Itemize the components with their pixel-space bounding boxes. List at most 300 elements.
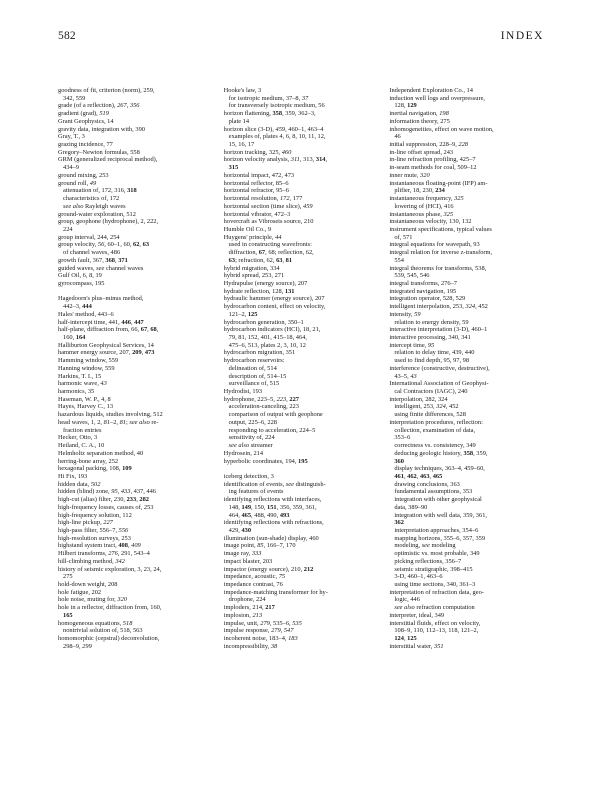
index-entry-line [58,504,215,512]
bold-page-ref: 360 [394,457,404,465]
entry-text: in-seam methods for coal, 509–12 [389,164,477,172]
entry-text: drawing conclusions, 363 [394,480,460,488]
index-entry-line [58,265,215,273]
entry-text: horizon slice (3-D), [223,125,276,133]
entry-text: impactor (energy source), 210, [223,565,304,573]
bold-page-ref: 408 [118,542,128,550]
entry-text: instantaneous floating-point (IFP) am- [389,179,488,187]
index-entry-line [58,118,215,126]
entry-text: picking reflections, 356–7 [394,557,462,565]
entry-text: group velocity, [58,241,98,249]
entry-text: hidden data, [58,480,91,488]
index-subentry-line [389,473,546,481]
entry-text: horizontal section (time slice), [223,202,303,210]
index-entry-line [58,156,215,164]
entry-text: , [156,326,159,334]
entry-text: used to find depth, 95, 97, 98 [394,357,470,365]
entry-text: incompressibility, [223,642,271,650]
entry-text: , [280,627,284,635]
italic-text: 228 [458,141,468,149]
entry-text: nontrivial solution of, 518, 563 [63,627,143,635]
bold-page-ref: 209 [132,349,142,357]
bold-page-ref: 368 [105,256,115,264]
index-subentry-line [224,512,381,520]
entry-text: initial suppression, 228–9, [389,141,459,149]
index-entry-line [58,519,215,527]
index-entry-line [224,265,381,273]
index-subentry-line [224,596,381,604]
entry-text: cal Contractors (IAGC), 240 [394,388,468,396]
entry-text: imploders, 214, [223,604,266,612]
index-entry-line [224,203,381,211]
index-subentry-line [58,427,215,435]
entry-text: hydrocarbon indicators (HCI), 18, 21, [223,326,321,334]
entry-text: group, geophone (hydrophone), 2, 222, [58,218,159,226]
index-entry-line [58,172,215,180]
index-entry-line [389,265,546,273]
entry-text: half-plane, diffraction from, 66, [58,326,141,334]
bold-page-ref: 195 [298,457,308,465]
bold-page-ref: 67 [258,249,266,257]
section-gap [58,288,215,296]
index-entry-line [389,334,546,342]
entry-text: Gray, T., 3 [58,133,85,141]
index-subentry-line [58,643,215,651]
italic-text: 172 [279,195,290,203]
entry-text: streamer [249,442,273,450]
italic-text: 460 [281,148,292,156]
entry-text: , 460–1, 463–4 [285,125,324,133]
index-entry-line [58,373,215,381]
index-entry-line [389,218,546,226]
entry-text: , 356, 359, 361, [276,503,317,511]
entry-text: , 359, [473,449,488,457]
entry-text: GRM (generalized reciprocal method), [58,156,158,164]
entry-text: attenuation of, 172, 316, [63,187,128,195]
entry-text: 475–6, 513, plates 2, 3, 10, 12 [228,341,306,349]
index-entry-line [224,550,381,558]
entry-text: , 150, [251,503,268,511]
index-entry-line [224,481,381,489]
index-subentry-line [389,465,546,473]
entry-text: Gregory–Newton formulas, 558 [58,148,140,156]
index-entry-line [389,164,546,172]
entry-text: 46 [394,133,401,141]
index-entry-line [224,496,381,504]
entry-text: Hi Fix, 193 [58,472,88,480]
entry-text: integrated navigation, 195 [389,287,457,295]
entry-text: output, 225–6, 228 [228,418,277,426]
index-entry-line [224,288,381,296]
index-column-left [58,87,215,782]
index-entry-line [58,566,215,574]
index-entry-line [389,249,546,257]
entry-text: for isotropic medium, 37–8, [228,94,302,102]
bold-page-ref: 125 [247,310,258,318]
entry-text: high-line pickup, [58,519,104,527]
entry-text: Heiland, C. A., 10 [58,442,105,450]
index-entry-line [224,218,381,226]
index-entry-line [58,604,215,612]
index-entry-line [224,519,381,527]
index-entry-line [224,87,381,95]
entry-text: 554 [394,256,404,264]
index-subentry-line [224,241,381,249]
bold-page-ref: 63 [276,256,283,264]
index-entry-line [58,280,215,288]
bold-page-ref: 124 [394,635,404,643]
entry-text: harmonic wave, [58,380,101,388]
index-entry-line [58,180,215,188]
entry-text: Hydrodist, 193 [223,388,263,396]
entry-text: high-pass filter, 556–7, [58,526,119,534]
index-entry-line [389,180,546,188]
index-entry-line [224,643,381,651]
index-subentry-line [389,319,546,327]
italic-text: see also [394,604,415,612]
entry-text: information theory, 275 [389,117,450,125]
entry-text: Hanning window, 559 [58,364,115,372]
entry-text: hydrocarbon generation, 350–1 [223,318,304,326]
index-subentry-line [224,442,381,450]
entry-text: Harkins, T. I., 15 [58,372,102,380]
index-subentry-line [58,573,215,581]
italic-text: 325 [454,195,464,203]
index-entry-line [224,110,381,118]
index-subentry-line [224,373,381,381]
entry-text: hold-down weight, 208 [58,581,118,588]
entry-text: horizontal reflector, 85–6 [223,179,289,187]
italic-text: 85 [257,542,264,550]
entry-text: 442–3, [63,303,83,311]
entry-text: , [126,102,130,110]
entry-text: in-line offset spread, 243 [389,148,454,156]
index-subentry-line [58,612,215,620]
index-entry-line [224,326,381,334]
entry-text: 15, 16, 17 [228,141,255,149]
entry-text: ; [125,418,130,426]
italic-text: 227 [103,519,113,527]
index-entry-line [224,195,381,203]
entry-text: Hayes, Harvey C., 13 [58,403,114,411]
entry-text: , [139,241,143,249]
index-entry-line [389,149,546,157]
italic-text: 279 [271,627,281,635]
italic-text: 433 [120,488,131,496]
entry-text: Haseman, W. P., 4, 8 [58,395,111,403]
index-entry-line [224,295,381,303]
italic-text: 311 [290,156,300,164]
index-entry-line [58,411,215,419]
entry-text: incoherent noise, 183–4, [223,635,289,643]
index-subentry-line [389,349,546,357]
italic-text: 333 [251,550,262,558]
bold-page-ref: 233 [126,496,137,504]
index-subentry-line [58,187,215,195]
entry-text: plate 14 [228,117,250,125]
entry-text: description of, 514–15 [228,372,287,380]
bold-page-ref: 164 [75,334,86,341]
index-entry-line [58,149,215,157]
index-entry-line [58,357,215,365]
entry-text: correctness vs. consistency, 349 [394,442,476,450]
index-entry-line [224,280,381,288]
entry-text: , 166–7, 170 [263,542,296,550]
index-subentry-line [224,257,381,265]
entry-text: group interval, 244, 254 [58,233,120,241]
entry-text: used in constructing wavefronts: [228,241,312,249]
italic-text: see [285,480,294,488]
index-entry-line [58,512,215,520]
entry-text: induction well logs and overpressure, [389,94,486,102]
entry-text: data, 389–90 [394,503,428,511]
entry-text: , 359, 362–3, [282,110,316,118]
index-entry-line [389,126,546,134]
entry-text: 429, [228,526,242,534]
index-column-middle [224,87,381,782]
italic-text: see [421,542,430,550]
entry-text: hydraulic hammer (energy source), 207 [223,295,325,303]
entry-text: logic, 446 [394,596,420,604]
index-entry-line [58,295,215,303]
index-entry-line [58,211,215,219]
entry-text: , [403,635,408,643]
italic-text: 342 [115,557,125,565]
entry-text: high-frequency solution, 112 [58,511,132,519]
italic-text: 49 [89,179,97,187]
entry-text: of channel waves, 486 [63,249,121,257]
entry-text: hydrophone, 223–5, [223,395,277,403]
bold-page-ref: 465 [432,472,443,480]
index-entry-line [58,403,215,411]
index-entry-line [389,118,546,126]
entry-text: hammer energy source, 207, [58,349,133,357]
index-entry-line [389,110,546,118]
entry-text: high-resolution surveys, 253 [58,534,131,542]
entry-text: distinguish- [293,480,326,488]
entry-text: intelligent interpolation, 253, [389,303,466,311]
entry-text: sensitivity of, 224 [228,434,275,442]
index-subentry-line [58,203,215,211]
entry-text: , [286,395,290,403]
entry-text: 224 [63,225,73,233]
index-entry-line [389,303,546,311]
index-entry-line [58,442,215,450]
index-entry-line [58,234,215,242]
index-entry-line [58,542,215,550]
entry-text: 148, [228,503,242,511]
entry-text: hydrocarbon migration, 351 [223,349,296,357]
index-subentry-line [58,226,215,234]
italic-text: 547 [283,627,294,635]
italic-text: see also [63,202,84,210]
index-entry-line [224,156,381,164]
entry-text: 108–9, 110, 112–13, 118, 121–2, [394,627,479,635]
entry-text: integral equations for wavepath, 93 [389,241,480,249]
entry-text: impulse response, [223,627,272,635]
italic-text: 320 [420,171,430,179]
entry-text: guided waves, [58,264,97,272]
entry-text: integral transforms, 276–7 [389,279,457,287]
index-entry-line [58,596,215,604]
entry-text: re- [149,418,159,426]
bold-page-ref: 125 [407,635,417,643]
index-subentry-line [224,434,381,442]
bold-page-ref: 129 [407,102,417,110]
index-subentry-line [389,573,546,581]
index-subentry-line [389,187,546,195]
italic-text: 95 [111,488,118,496]
entry-text: Gulf Oil, 6, 8, 19 [58,272,102,280]
index-subentry-line [224,342,381,350]
entry-text: , 68; reflection, 62, [265,249,314,257]
italic-text: 324 [465,303,476,311]
index-subentry-line [224,95,381,103]
entry-text: image ray, [223,550,252,558]
index-entry-line [58,581,215,589]
entry-text: goodness of fit, criterion (norm), 259, [58,87,155,94]
index-entry-line [58,388,215,396]
entry-text: mapping horizons, 355–6, 357, 359 [394,534,486,542]
italic-text: 535 [292,619,302,627]
index-entry-line [58,496,215,504]
index-subentry-line [389,488,546,496]
entry-text: hydrocarbon reservoirs: [223,357,285,365]
italic-text: 325 [443,210,454,218]
entry-text: , 177 [289,195,303,203]
italic-text: 81 [103,418,110,426]
italic-text: 519 [99,110,109,118]
index-entry-line [58,396,215,404]
entry-text: fundamental assumptions, 353 [394,488,473,496]
index-subentry-line [224,504,381,512]
entry-text: Humble Oil Co., 9 [223,225,272,233]
entry-text: homomorphic (cepstral) deconvolution, [58,635,160,643]
index-entry-line [58,450,215,458]
index-entry-line [389,419,546,427]
entry-text: horizontal vibrator, 472–3 [223,210,291,218]
index-entry-line [389,365,546,373]
index-subentry-line [58,195,215,203]
index-subentry-line [389,596,546,604]
bold-page-ref: 358 [272,110,283,118]
entry-text: 342, 559 [63,94,86,102]
entry-text: horizontal impact, 472, 473 [223,171,295,179]
index-entry-line [58,241,215,249]
index-subentry-line [58,627,215,635]
italic-text: 459 [303,202,313,210]
index-entry-line [389,226,546,234]
entry-text: ground-water exploration, 512 [58,210,136,218]
index-entry-line [389,295,546,303]
entry-text: gyrocompass, 195 [58,279,105,287]
bold-page-ref: 318 [127,187,137,195]
bold-page-ref: 282 [139,496,149,504]
entry-text: hydrocarbon content, effect on velocity, [223,303,326,311]
index-entry-line [58,257,215,265]
index-entry-line [58,380,215,388]
index-entry-line [224,319,381,327]
index-entry-line [58,434,215,442]
index-subentry-line [224,427,381,435]
index-entry-line [58,126,215,134]
entry-text: interpretation procedures, reflection: [389,418,483,426]
index-entry-line [389,342,546,350]
entry-text: homogeneous equations, [58,619,123,627]
entry-text: characteristics of, 172 [63,195,120,203]
index-subentry-line [389,388,546,396]
entry-text: Hamming window, 559 [58,357,119,365]
index-subentry-line [224,419,381,427]
entry-text: image point, [223,542,258,550]
entry-text: interactive interpretation (3-D), 460–1 [389,326,488,334]
page-number: 582 [58,30,76,42]
italic-text: 43 [410,372,417,380]
index-subentry-line [389,535,546,543]
entry-text: , [114,256,119,264]
entry-text: hole in a reflector, diffraction from, 160, [58,604,162,612]
entry-text: examples of, plates 4, 6, 8, 10, 11, 12, [228,133,326,141]
entry-text: impact blaster, 203 [223,557,273,565]
index-subentry-line [58,303,215,311]
entry-text: modeling, [394,542,422,550]
bold-page-ref: 62 [133,241,140,249]
index-entry-line [224,234,381,242]
entry-text: , [141,349,145,357]
entry-text: horizontal resolution, [223,195,280,203]
bold-page-ref: 81 [285,256,293,264]
index-entry-line [389,211,546,219]
entry-text: ground mixing, 253 [58,171,109,179]
entry-text: interpretation of refraction data, geo- [389,588,484,596]
index-columns [58,87,546,782]
index-subentry-line [389,403,546,411]
index-subentry-line [389,102,546,110]
index-entry-line [224,396,381,404]
page-header [58,30,544,50]
entry-text: 43–5, [394,372,411,380]
index-subentry-line [224,164,381,172]
entry-text: display techniques, 363–4, 459–60, [394,465,485,473]
italic-text: 459 [275,125,286,133]
entry-text: grade (of a reflection), [58,102,118,110]
index-entry-line [58,319,215,327]
index-entry-line [224,272,381,280]
entry-text: , 437, 446 [130,488,156,496]
index-entry-line [58,272,215,280]
index-subentry-line [224,380,381,388]
entry-text: , 488, 490, [251,511,280,519]
entry-text: interactive processing, 340, 341 [389,334,471,341]
entry-text: Helmholtz separation method, 40 [58,449,144,457]
entry-text: interpretation approaches, 354–6 [394,526,479,534]
index-entry-line [389,241,546,249]
entry-text: interpreter, ideal, 349 [389,611,445,619]
entry-text: hyperbolic coordinates, 194, [223,457,299,465]
index-entry-line [58,326,215,334]
index-subentry-line [389,635,546,643]
index-entry-line [224,620,381,628]
index-entry-line [389,87,546,95]
index-subentry-line [224,311,381,319]
index-subentry-line [389,458,546,466]
index-subentry-line [389,481,546,489]
index-subentry-line [389,434,546,442]
index-entry-line [389,95,546,103]
entry-text: illumination (sun-shade) display, 460 [223,534,319,542]
entry-text: Hydrosein, 214 [223,449,264,457]
entry-text: Hecker, Otto, 3 [58,434,98,442]
